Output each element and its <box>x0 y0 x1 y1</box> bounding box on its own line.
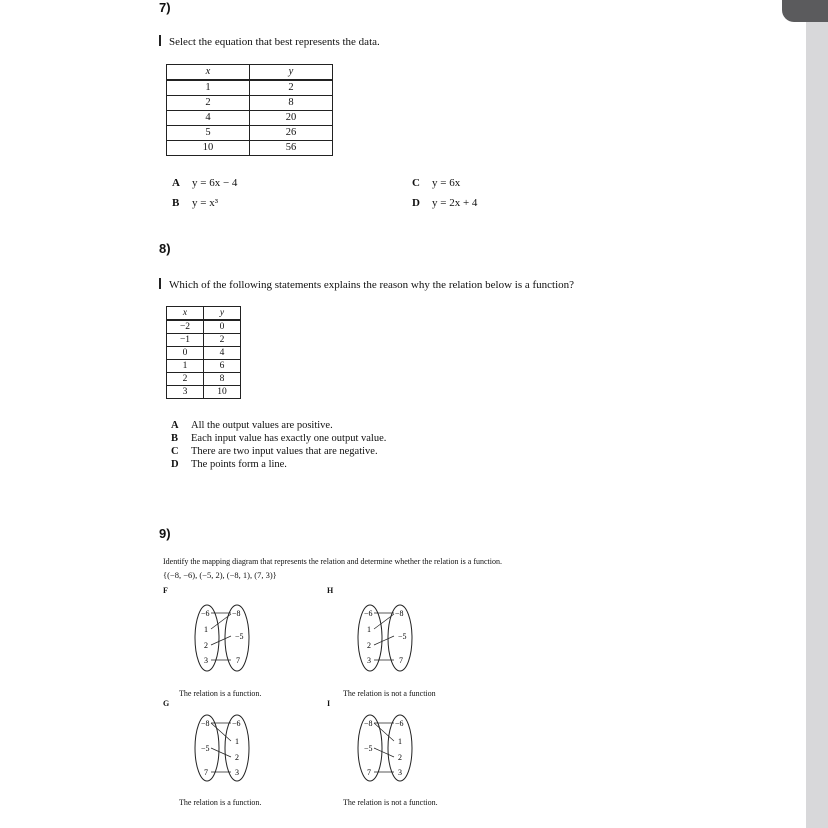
question-9-number: 9) <box>159 526 171 541</box>
range-value: 1 <box>398 737 402 746</box>
question-9-relation: {(−8, −6), (−5, 2), (−8, 1), (7, 3)} <box>163 570 277 580</box>
range-value: 2 <box>235 753 239 762</box>
choice-i-letter: I <box>327 699 331 708</box>
table-header-y: y <box>204 307 241 321</box>
range-value: 2 <box>398 753 402 762</box>
table-cell: 10 <box>204 386 241 399</box>
q7-option-b[interactable]: B y = x³ <box>172 197 219 209</box>
range-value: −8 <box>395 609 404 618</box>
domain-value: −6 <box>364 609 373 618</box>
domain-value: 7 <box>204 768 208 777</box>
choice-f-caption: The relation is a function. <box>179 689 262 698</box>
corner-tab[interactable] <box>782 0 828 22</box>
range-value: −5 <box>398 632 407 641</box>
table-row <box>167 80 333 96</box>
table-row <box>167 386 241 399</box>
range-value: −6 <box>395 719 404 728</box>
choice-i-caption: The relation is not a function. <box>343 798 438 807</box>
domain-value: 1 <box>204 625 208 634</box>
window-side-strip <box>806 0 828 828</box>
q8-option-a[interactable]: A All the output values are positive. <box>171 420 333 431</box>
domain-value: −6 <box>201 609 210 618</box>
choice-g-letter: G <box>163 699 170 708</box>
domain-value: −5 <box>201 744 210 753</box>
range-value: 7 <box>236 656 240 665</box>
table-row <box>167 96 333 111</box>
table-cell: 1 <box>167 360 204 373</box>
table-row <box>167 320 241 334</box>
table-cell: 2 <box>167 96 250 111</box>
table-header-x: x <box>167 307 204 321</box>
range-value: 7 <box>399 656 403 665</box>
table-row <box>167 141 333 156</box>
domain-value: 7 <box>367 768 371 777</box>
table-cell: 10 <box>167 141 250 156</box>
choice-g-caption: The relation is a function. <box>179 798 262 807</box>
q8-option-d[interactable]: D The points form a line. <box>171 459 287 470</box>
table-row <box>167 347 241 360</box>
range-value: −5 <box>235 632 244 641</box>
choice-h-caption: The relation is not a function <box>343 689 436 698</box>
domain-value: −8 <box>364 719 373 728</box>
range-value: −6 <box>232 719 241 728</box>
domain-value: 3 <box>204 656 208 665</box>
q7-option-d[interactable]: D y = 2x + 4 <box>412 197 478 209</box>
domain-value: 2 <box>367 641 371 650</box>
domain-value: 2 <box>204 641 208 650</box>
table-row <box>167 373 241 386</box>
table-cell: 3 <box>167 386 204 399</box>
choice-f-letter: F <box>163 586 168 595</box>
table-row <box>167 126 333 141</box>
table-cell: 26 <box>250 126 333 141</box>
domain-value: 1 <box>367 625 371 634</box>
q8-option-c[interactable]: C There are two input values that are negative. <box>171 446 378 457</box>
question-7-table <box>166 64 333 156</box>
table-header-x: x <box>167 65 250 81</box>
range-value: −8 <box>232 609 241 618</box>
question-8-prompt: Which of the following statements explains the reason why the relation below is a function? <box>159 278 574 291</box>
table-cell: 0 <box>167 347 204 360</box>
table-header-row <box>167 307 241 321</box>
q7-option-a[interactable]: A y = 6x − 4 <box>172 177 238 189</box>
range-value: 1 <box>235 737 239 746</box>
table-row <box>167 360 241 373</box>
range-value: 3 <box>398 768 402 777</box>
table-cell: 8 <box>204 373 241 386</box>
choice-i-mapping-diagram[interactable] <box>350 713 430 783</box>
table-header-row <box>167 65 333 81</box>
table-cell: 5 <box>167 126 250 141</box>
table-row <box>167 334 241 347</box>
q8-option-b[interactable]: B Each input value has exactly one output value. <box>171 433 387 444</box>
domain-value: −5 <box>364 744 373 753</box>
table-cell: −2 <box>167 320 204 334</box>
table-cell: −1 <box>167 334 204 347</box>
choice-g-mapping-diagram[interactable] <box>187 713 267 783</box>
table-cell: 20 <box>250 111 333 126</box>
choice-h-mapping-diagram[interactable] <box>350 603 430 673</box>
question-8-table <box>166 306 241 399</box>
table-cell: 56 <box>250 141 333 156</box>
question-9-prompt: Identify the mapping diagram that represents the relation and determine whether the relation is a function. <box>163 557 502 566</box>
table-cell: 8 <box>250 96 333 111</box>
table-row <box>167 111 333 126</box>
table-cell: 1 <box>167 80 250 96</box>
domain-value: −8 <box>201 719 210 728</box>
table-cell: 4 <box>167 111 250 126</box>
domain-value: 3 <box>367 656 371 665</box>
table-cell: 0 <box>204 320 241 334</box>
question-7-number: 7) <box>159 0 171 15</box>
choice-h-letter: H <box>327 586 334 595</box>
table-cell: 2 <box>167 373 204 386</box>
table-cell: 2 <box>204 334 241 347</box>
question-7-prompt: Select the equation that best represents the data. <box>159 35 380 48</box>
choice-f-mapping-diagram[interactable] <box>187 603 267 673</box>
table-cell: 4 <box>204 347 241 360</box>
question-8-number: 8) <box>159 241 171 256</box>
table-header-y: y <box>250 65 333 81</box>
range-value: 3 <box>235 768 239 777</box>
table-cell: 6 <box>204 360 241 373</box>
table-cell: 2 <box>250 80 333 96</box>
q7-option-c[interactable]: C y = 6x <box>412 177 461 189</box>
